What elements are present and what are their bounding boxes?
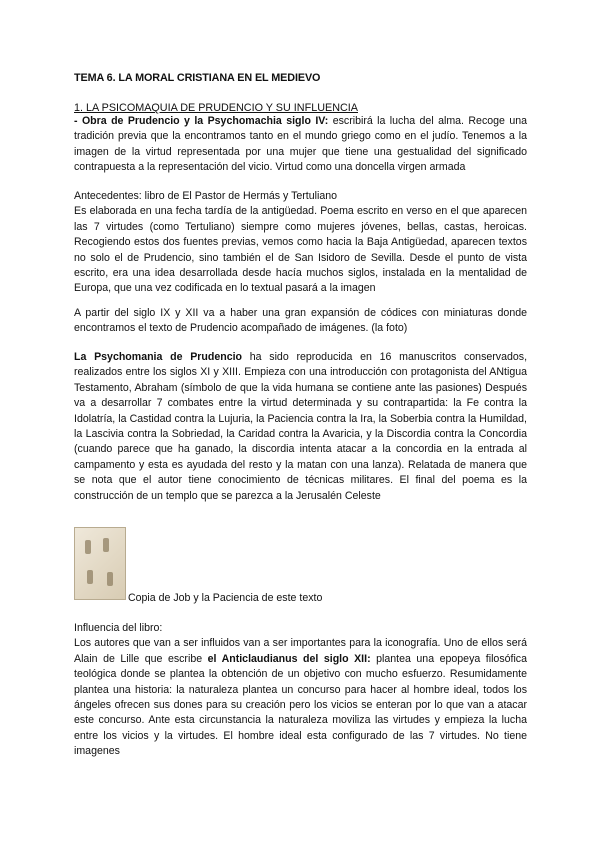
paragraph-psychomachia (74, 114, 527, 176)
section-heading: 1. LA PSICOMAQUIA DE PRUDENCIO Y SU INFLUENCIA (74, 102, 358, 114)
paragraph-lead-bold: - Obra de Prudencio y la Psychomachia siglo IV: (74, 115, 329, 127)
paragraph-influencia (74, 621, 527, 760)
paragraph-psychomania (74, 350, 527, 504)
paragraph-text: escribirá la lucha del alma. Recoge una tradición previa que la encontramos tanto en el mundo griego como en el judío. Tenemos a la imagen de la virtud representada por una mujer que tiene una gestualidad del significado contrapuesta a la representación del vicio. Virtud como una doncella virgen armada (74, 115, 528, 174)
inline-bold: el Anticlaudianus del siglo XII: (207, 652, 371, 665)
text-span: Los autores que van a ser influidos van a ser importantes para la iconografía. Uno de ellos será Alain de Lille que escribe (74, 637, 527, 665)
paragraph-antecedentes (74, 189, 527, 297)
influencia-label: Influencia del libro: (74, 622, 163, 634)
paragraph-text (74, 636, 527, 759)
paragraph-lead-bold: La Psychomania de Prudencio (74, 351, 243, 363)
image-caption: Copia de Job y la Paciencia de este texto (128, 592, 323, 604)
text-span: plantea una epopeya filosófica teológica donde se plantea la obtención de un objetivo con mucho esfuerzo. Resumidamente plantea una historia: la naturaleza plantea un concurso para hacer al hombre ideal, todos los ángeles ofrecen sus dones para su creación pero los vicios se enteran por lo que van a atacar este concurso. Ante esta circunstancia la naturaleza moviliza las virtudes y empieza la lucha entre los vicios y la virtudes. El hombre ideal esta configurado de las 7 virtudes. No tiene imagenes (74, 652, 527, 758)
manuscript-thumbnail-image (74, 527, 126, 600)
paragraph-text: Es elaborada en una fecha tardía de la antigüedad. Poema escrito en verso en el que aparecen las 7 virtudes (como Tertuliano) siempre como mujeres jóvenes, bellas, castas, heroicas. Recogiendo estos dos fuentes previas, vemos como hacia la Baja Antigüedad, aparecen textos no solo el de Prudencio, sino también el de San Isidoro de Sevilla. Desde el punto de vista escrito, era una idea desarrollada desde hacía muchos siglos, instalada en la mentalidad de Europa, que una vez codificada en lo textual pasará a la imagen (74, 205, 527, 295)
document-title: TEMA 6. LA MORAL CRISTIANA EN EL MEDIEVO (74, 72, 321, 84)
antecedentes-label: Antecedentes: libro de El Pastor de Hermás y Tertuliano (74, 190, 338, 202)
paragraph-codices: A partir del siglo IX y XII va a haber una gran expansión de códices con miniaturas donde encontramos el texto de Prudencio acompañado de imágenes. (la foto) (74, 307, 527, 335)
paragraph-text: ha sido reproducida en 16 manuscritos conservados, realizados entre los siglos XI y XIII. Empieza con una introducción con protagonista del ANtigua Testamento, Abraham (símbolo de que la vida humana se contiene ante las pasiones) Después va a desarrollar 7 combates entre la virtud determinada y su contrapartida: la Fe contra la Idolatría, la Castidad contra la Lujuria, la Paciencia contra la Ira, la Soberbia contra la Humildad, la Lascivia contra la Sobriedad, la Caridad contra la Avaricia, y la Discordia contra la Concordia (cuando parece que ha ganado, la discordia intenta atacar a la concordia en la entrada al campamento y esta es ayudada del resto y la matan con una lanza). Relatada de manera que se nota que el autor tiene conocimiento de técnicas militares. El final del poema es la construcción de un templo que se parezca a la Jerusalén Celeste (74, 351, 528, 502)
